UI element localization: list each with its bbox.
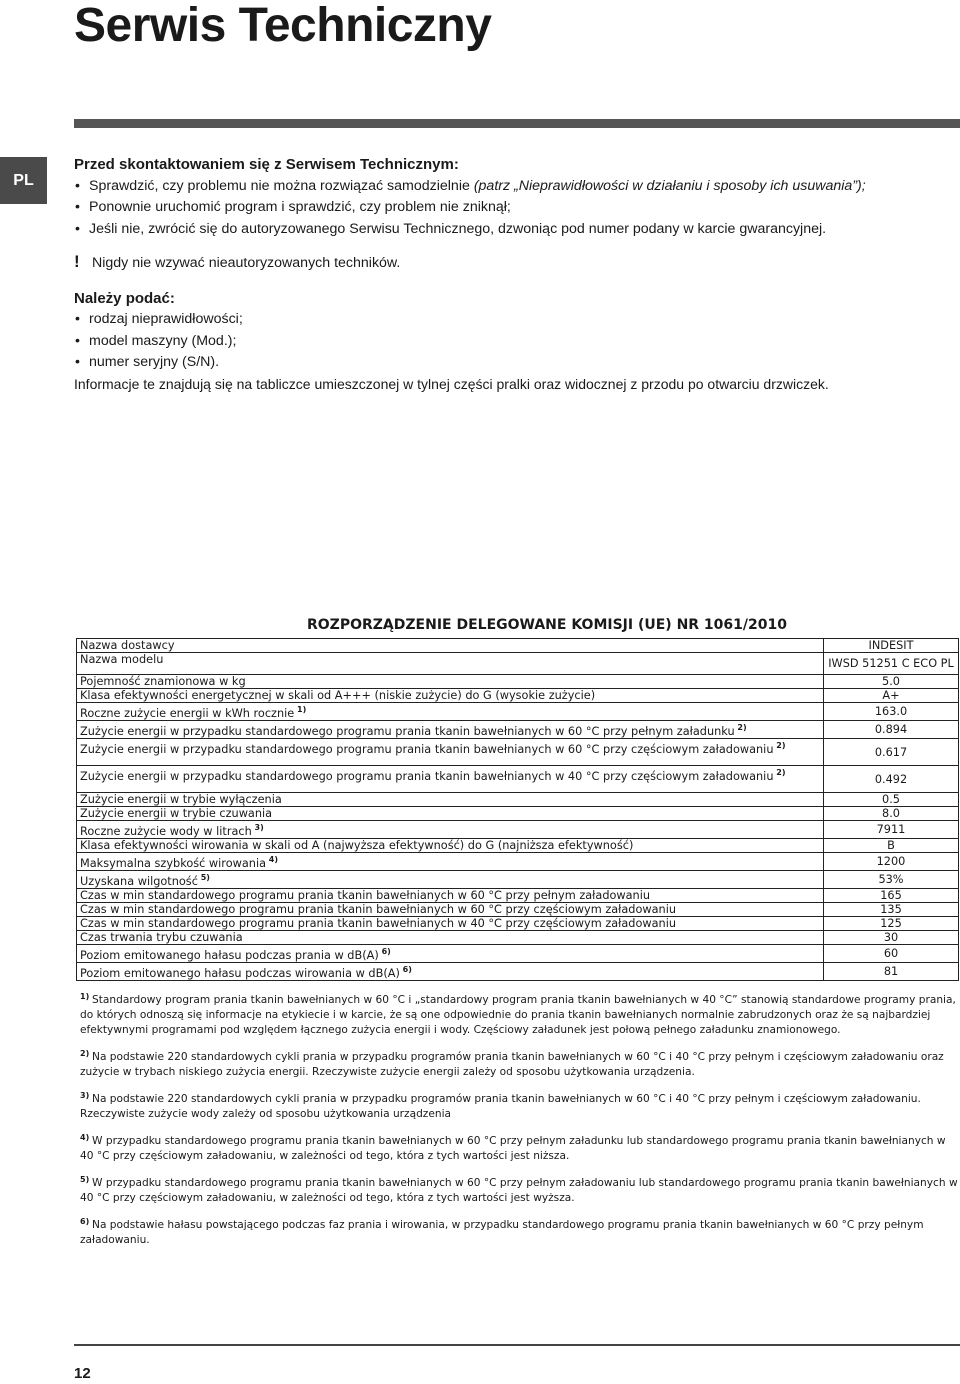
spec-value: 163.0 xyxy=(824,703,959,721)
footnote-text: Na podstawie 220 standardowych cykli prania w przypadku programów prania tkanin bawełnianych w 60 °C i 40 °C przy pełnym i częściowym załadowaniu oraz zużycie w trybach niskiego zużycia energii. Rzeczywiste zużycie energii zależy od sposobu użytkowania urządzenia. xyxy=(80,1051,944,1078)
footnote-ref: 5) xyxy=(197,873,210,882)
spec-label-text: Czas w min standardowego programu prania tkanin bawełnianych w 60 °C przy częściowym załadowaniu xyxy=(80,903,677,916)
spec-label-text: Klasa efektywności energetycznej w skali od A+++ (niskie zużycie) do G (wysokie zużycie) xyxy=(80,689,596,702)
list-item xyxy=(74,176,954,198)
spec-label-text: Zużycie energii w trybie czuwania xyxy=(80,807,273,820)
spec-value: 5.0 xyxy=(824,675,959,689)
table-row xyxy=(77,821,959,839)
footnote xyxy=(80,1088,958,1122)
table-row xyxy=(77,689,959,703)
required-list xyxy=(74,309,954,374)
spec-label xyxy=(77,839,824,853)
table-row xyxy=(77,903,959,917)
product-data-table xyxy=(76,638,959,981)
spec-label-text: Klasa efektywności wirowania w skali od A (najwyższa efektywność) do G (najniższa efektywność) xyxy=(80,839,634,852)
regulation-section xyxy=(76,612,958,1256)
spec-value: 0.5 xyxy=(824,793,959,807)
footnote-ref: 6) xyxy=(399,965,412,974)
table-row xyxy=(77,793,959,807)
footnote-text: W przypadku standardowego programu prania tkanin bawełnianych w 60 °C przy pełnym załadowaniu lub standardowego programu prania tkanin bawełnianych w 40 °C przy częściowym załadowaniu, w zależności od tego, która z tych wartości jest wyższa. xyxy=(80,1177,958,1204)
warning-text: Nigdy nie wzywać nieautoryzowanych techników. xyxy=(92,255,401,271)
spec-value: IWSD 51251 C ECO PL xyxy=(824,653,959,675)
spec-value: 7911 xyxy=(824,821,959,839)
table-row xyxy=(77,945,959,963)
warning-note xyxy=(74,251,954,275)
table-row xyxy=(77,889,959,903)
spec-label-text: Czas w min standardowego programu prania tkanin bawełnianych w 40 °C przy częściowym załadowaniu xyxy=(80,917,677,930)
footnote xyxy=(80,989,958,1038)
regulation-title: ROZPORZĄDZENIE DELEGOWANE KOMISJI (UE) NR 1061/2010 xyxy=(307,617,787,633)
spec-value: 125 xyxy=(824,917,959,931)
service-instructions xyxy=(74,154,954,395)
footer-divider xyxy=(74,1344,960,1346)
spec-label xyxy=(77,721,824,739)
spec-label xyxy=(77,793,824,807)
spec-value: 135 xyxy=(824,903,959,917)
spec-value: 0.617 xyxy=(824,739,959,766)
spec-label-text: Uzyskana wilgotność xyxy=(80,875,198,888)
table-row xyxy=(77,807,959,821)
spec-label-text: Czas w min standardowego programu prania tkanin bawełnianych w 60 °C przy pełnym załadowaniu xyxy=(80,889,651,902)
list-item: • model maszyny (Mod.); xyxy=(74,331,954,353)
info-location-text: Informacje te znajdują się na tabliczce umieszczonej w tylnej części pralki oraz widocznej z przodu po otwarciu drzwiczek. xyxy=(74,375,829,392)
list-item: • numer seryjny (S/N). xyxy=(74,352,954,374)
spec-label xyxy=(77,889,824,903)
footnote-ref: 6) xyxy=(378,947,391,956)
footnote-mark: 2) xyxy=(80,1049,93,1058)
table-row xyxy=(77,721,959,739)
footnote xyxy=(80,1172,958,1206)
list-item: • rodzaj nieprawidłowości; xyxy=(74,309,954,331)
footnote-text: Na podstawie hałasu powstającego podczas faz prania i wirowania, w przypadku standardowego programu prania tkanin bawełnianych w 60 °C przy pełnym załadowaniu. xyxy=(80,1219,924,1246)
footnote-ref: 4) xyxy=(266,855,279,864)
spec-label xyxy=(77,853,824,871)
spec-label-text: Maksymalna szybkość wirowania xyxy=(80,857,267,870)
footnote-mark: 5) xyxy=(80,1175,93,1184)
warning-icon: ! xyxy=(74,252,80,271)
footnote-mark: 1) xyxy=(80,992,93,1001)
spec-label xyxy=(77,871,824,889)
intro-heading: Przed skontaktowaniem się z Serwisem Technicznym: xyxy=(74,156,459,173)
table-row xyxy=(77,639,959,653)
spec-label xyxy=(77,931,824,945)
spec-label xyxy=(77,675,824,689)
spec-label xyxy=(77,807,824,821)
spec-label-text: Nazwa dostawcy xyxy=(80,639,175,652)
spec-value: 30 xyxy=(824,931,959,945)
spec-value: 81 xyxy=(824,963,959,981)
page-number: 12 xyxy=(74,1365,91,1382)
spec-value: 0.894 xyxy=(824,721,959,739)
table-row xyxy=(77,871,959,889)
spec-label xyxy=(77,653,824,675)
language-tab: PL xyxy=(0,157,47,204)
list-item: • Ponownie uruchomić program i sprawdzić, czy problem nie zniknął; xyxy=(74,197,954,219)
footnote-ref: 2) xyxy=(734,723,747,732)
page-title: Serwis Techniczny xyxy=(74,0,492,52)
spec-value: 0.492 xyxy=(824,766,959,793)
spec-label-text: Czas trwania trybu czuwania xyxy=(80,931,243,944)
spec-value: 60 xyxy=(824,945,959,963)
table-row xyxy=(77,963,959,981)
footnote-mark: 3) xyxy=(80,1091,93,1100)
spec-value: INDESIT xyxy=(824,639,959,653)
footnote-text: W przypadku standardowego programu prania tkanin bawełnianych w 60 °C przy pełnym załadunku lub standardowego programu prania tkanin bawełnianych w 40 °C przy częściowym załadowaniu, w zależności od tego, która z tych wartości jest niższa. xyxy=(80,1135,946,1162)
spec-label-text: Zużycie energii w przypadku standardowego programu prania tkanin bawełnianych w 40 °C przy częściowym załadowaniu xyxy=(80,770,774,783)
footnote-ref: 1) xyxy=(294,705,307,714)
table-row xyxy=(77,739,959,766)
table-row xyxy=(77,839,959,853)
list-item: • Jeśli nie, zwrócić się do autoryzowanego Serwisu Technicznego, dzwoniąc pod numer podany w karcie gwarancyjnej. xyxy=(74,219,954,241)
spec-label xyxy=(77,821,824,839)
spec-value: 165 xyxy=(824,889,959,903)
table-row xyxy=(77,703,959,721)
spec-label-text: Roczne zużycie energii w kWh rocznie xyxy=(80,707,295,720)
spec-label xyxy=(77,945,824,963)
table-row xyxy=(77,653,959,675)
spec-label-text: Nazwa modelu xyxy=(80,653,164,666)
spec-label xyxy=(77,703,824,721)
footnote-ref: 3) xyxy=(251,823,264,832)
table-row xyxy=(77,766,959,793)
footnote xyxy=(80,1214,958,1248)
spec-label-text: Zużycie energii w trybie wyłączenia xyxy=(80,793,282,806)
footnote-ref: 2) xyxy=(773,768,786,777)
spec-value: 53% xyxy=(824,871,959,889)
footnote xyxy=(80,1046,958,1080)
spec-label xyxy=(77,766,824,793)
footnote-mark: 4) xyxy=(80,1133,93,1142)
spec-label xyxy=(77,739,824,766)
table-row xyxy=(77,675,959,689)
required-heading: Należy podać: xyxy=(74,289,175,307)
spec-label xyxy=(77,639,824,653)
spec-label-text: Zużycie energii w przypadku standardowego programu prania tkanin bawełnianych w 60 °C przy pełnym załadunku xyxy=(80,725,735,738)
footnotes xyxy=(76,989,958,1248)
title-divider xyxy=(74,119,960,128)
footnote-text: Na podstawie 220 standardowych cykli prania w przypadku programów prania tkanin bawełnianych w 60 °C i 40 °C przy pełnym i częściowym załadowaniu. Rzeczywiste zużycie wody zależy od sposobu użytkowania urządzenia xyxy=(80,1093,921,1120)
spec-label-text: Pojemność znamionowa w kg xyxy=(80,675,246,688)
spec-value: 8.0 xyxy=(824,807,959,821)
spec-label-text: Poziom emitowanego hałasu podczas prania w dB(A) xyxy=(80,949,379,962)
required-info xyxy=(74,288,954,396)
table-row xyxy=(77,853,959,871)
spec-label-text: Zużycie energii w przypadku standardowego programu prania tkanin bawełnianych w 60 °C przy częściowym załadowaniu xyxy=(80,743,774,756)
spec-label xyxy=(77,903,824,917)
footnote-mark: 6) xyxy=(80,1217,93,1226)
troubleshooting-reference: (patrz „Nieprawidłowości w działaniu i sposoby ich usuwania”); xyxy=(473,177,866,194)
table-row xyxy=(77,917,959,931)
spec-label-text: Poziom emitowanego hałasu podczas wirowania w dB(A) xyxy=(80,967,400,980)
intro-list xyxy=(74,176,954,241)
spec-value: 1200 xyxy=(824,853,959,871)
footnote-ref: 2) xyxy=(773,741,786,750)
spec-value: B xyxy=(824,839,959,853)
footnote xyxy=(80,1130,958,1164)
spec-label xyxy=(77,917,824,931)
footnote-text: Standardowy program prania tkanin bawełnianych w 60 °C i „standardowy program prania tkanin bawełnianych w 40 °C” stanowią standardowe programy prania, do których odnoszą się informacje na etykiecie i w karcie, że są one odpowiednie do prania tkanin bawełnianych normalnie zabrudzonych oraz że są najbardziej efektywnymi programami pod względem łącznego zużycia energii i wody. Częściowy załadunek jest połową pełnego załadunku znamionowego. xyxy=(80,994,956,1036)
table-row xyxy=(77,931,959,945)
bullet-text: Sprawdzić, czy problemu nie można rozwiązać samodzielnie xyxy=(89,177,474,194)
spec-label xyxy=(77,963,824,981)
spec-value: A+ xyxy=(824,689,959,703)
spec-label-text: Roczne zużycie wody w litrach xyxy=(80,825,252,838)
spec-label xyxy=(77,689,824,703)
